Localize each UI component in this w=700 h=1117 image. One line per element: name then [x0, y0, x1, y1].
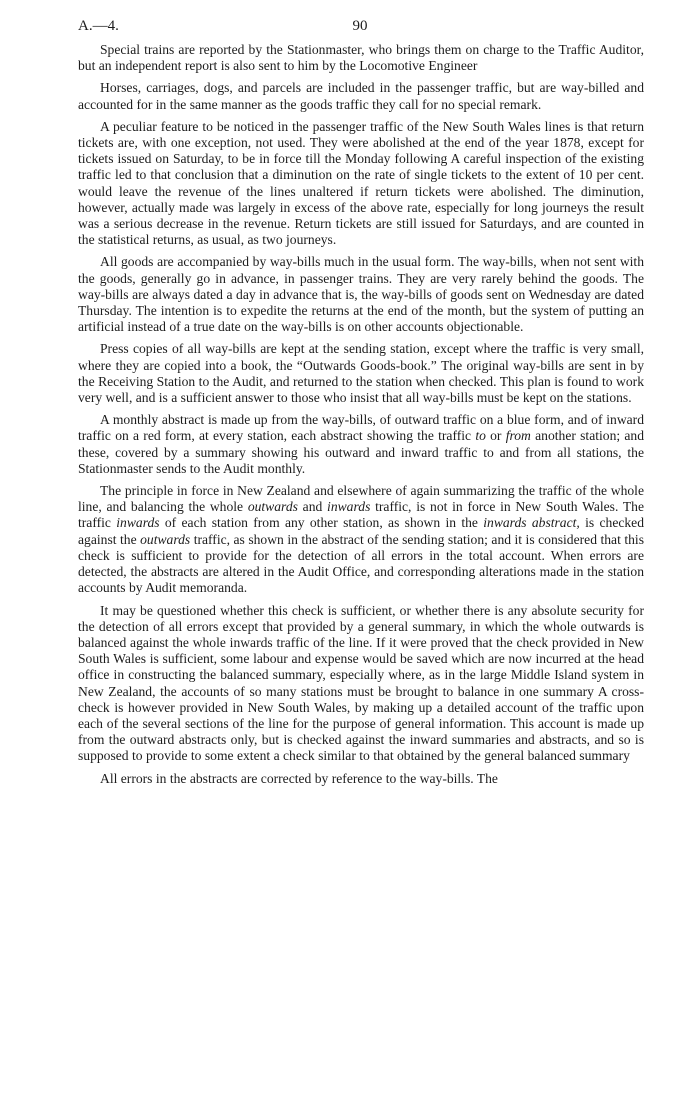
paragraph-text: of each station from any other station, as shown in the — [159, 515, 484, 531]
paragraph — [78, 42, 644, 74]
paragraph-text: All errors in the abstracts are corrected by reference to the way-bills. The — [100, 770, 498, 786]
italic-text: outwards — [140, 531, 191, 547]
paragraph — [78, 254, 644, 335]
paragraph-text: or — [485, 428, 506, 444]
paragraph-text: A peculiar feature to be noticed in the passenger traffic of the New South Wales lines is that return tickets are, with one exception, not used. They were abolished at the end of the year 1878, except for tickets issued on Saturday, to be in force till the Monday following A careful inspection of the existing traffic led to that conclusion that a diminution on the rate of single tickets to the extent of 10 per cent. would leave the revenue of the lines unaltered if return tickets were abolished. The diminution, however, actually made was largely in excess of the above rate, especially for long journeys the result was a serious decrease in the revenue. Return tickets are still issued for Saturdays, and are counted in the statistical returns, as usual, as two journeys. — [78, 118, 644, 248]
paragraph-text: and — [297, 499, 328, 515]
document-reference: A.—4. — [78, 18, 119, 34]
paragraph-text: is checked against the — [78, 515, 645, 547]
body-text — [78, 42, 644, 793]
paragraph — [78, 341, 644, 406]
paragraph — [78, 603, 644, 765]
page-header — [78, 18, 642, 40]
paragraph-text: traffic, is not in force in New South Wales. The traffic — [78, 499, 644, 531]
paragraph-text: Horses, carriages, dogs, and parcels are included in the passenger traffic, but are way-billed and accounted for in the same manner as the goods traffic they call for no special remark. — [78, 80, 644, 112]
italic-text: to — [475, 428, 486, 444]
paragraph-text: The principle in force in New Zealand and elsewhere of again summarizing the traffic of the whole line, and balancing the whole — [78, 483, 644, 515]
paragraph-text: another station; and these, covered by a summary showing his outward and inward traffic to and from all stations, the Stationmaster sends to the Audit monthly. — [78, 428, 645, 476]
paragraph — [78, 119, 644, 249]
page-number: 90 — [352, 18, 368, 34]
italic-text: outwards — [247, 499, 298, 515]
italic-text: inwards — [116, 515, 160, 531]
italic-text: from — [505, 428, 531, 444]
paragraph-text: All goods are accompanied by way-bills much in the usual form. The way-bills, when not sent with the goods, generally go in advance, in passenger trains. They are very rarely behind the goods. The way-bills are always dated a day in advance that is, the way-bills of goods sent on Wednesday are dated Thursday. The intention is to expedite the returns at the end of the month, but the system of putting an artificial instead of a true date on the way-bills is on other accounts objectionable. — [78, 254, 644, 335]
italic-text: inwards abstract, — [483, 515, 580, 531]
paragraph-text: Special trains are reported by the Stationmaster, who brings them on charge to the Traffic Auditor, but an independent report is also sent to him by the Locomotive Engineer — [78, 42, 644, 74]
paragraph — [78, 771, 644, 787]
paragraph — [78, 483, 644, 596]
paragraph — [78, 412, 644, 477]
paragraph-text: traffic, as shown in the abstract of the sending station; and it is considered that this check is sufficient to provide for the detection of all errors in the total account. When errors are detected, the abstracts are altered in the Audit Office, and corresponding alterations made in the station accounts by Audit memoranda. — [78, 531, 644, 596]
paragraph — [78, 80, 644, 112]
paragraph-text: A monthly abstract is made up from the way-bills, of outward traffic on a blue form, and of inward traffic on a red form, at every station, each abstract showing the traffic — [78, 412, 644, 444]
paragraph-text: Press copies of all way-bills are kept at the sending station, except where the traffic is very small, where they are copied into a book, the “Outwards Goods-book.” The original way-bills are sent in by the Receiving Station to the Audit, and returned to the station when checked. This plan is found to work very well, and is a sufficient answer to those who insist that all way-bills must be kept on the stations. — [78, 341, 644, 406]
paragraph-text: It may be questioned whether this check is sufficient, or whether there is any absolute security for the detection of all errors except that provided by a general summary, in which the whole outwards is balanced against the whole inwards traffic of the line. If it were proved that the check provided in New South Wales is sufficient, some labour and expense would be saved which are now incurred at the head office in constructing the balanced summary, especially where, as in the large Middle Island system in New Zealand, the accounts of so many stations must be brought to balance in one summary A cross-check is however provided in New South Wales, by making up a detailed account of the traffic upon each of the several sections of the line for the purpose of general information. This account is made up from the outward abstracts only, but is checked against the inward summaries and abstracts, and so is supposed to provide to some extent a check similar to that obtained by the general balanced summary — [78, 602, 644, 764]
italic-text: inwards — [327, 499, 371, 515]
